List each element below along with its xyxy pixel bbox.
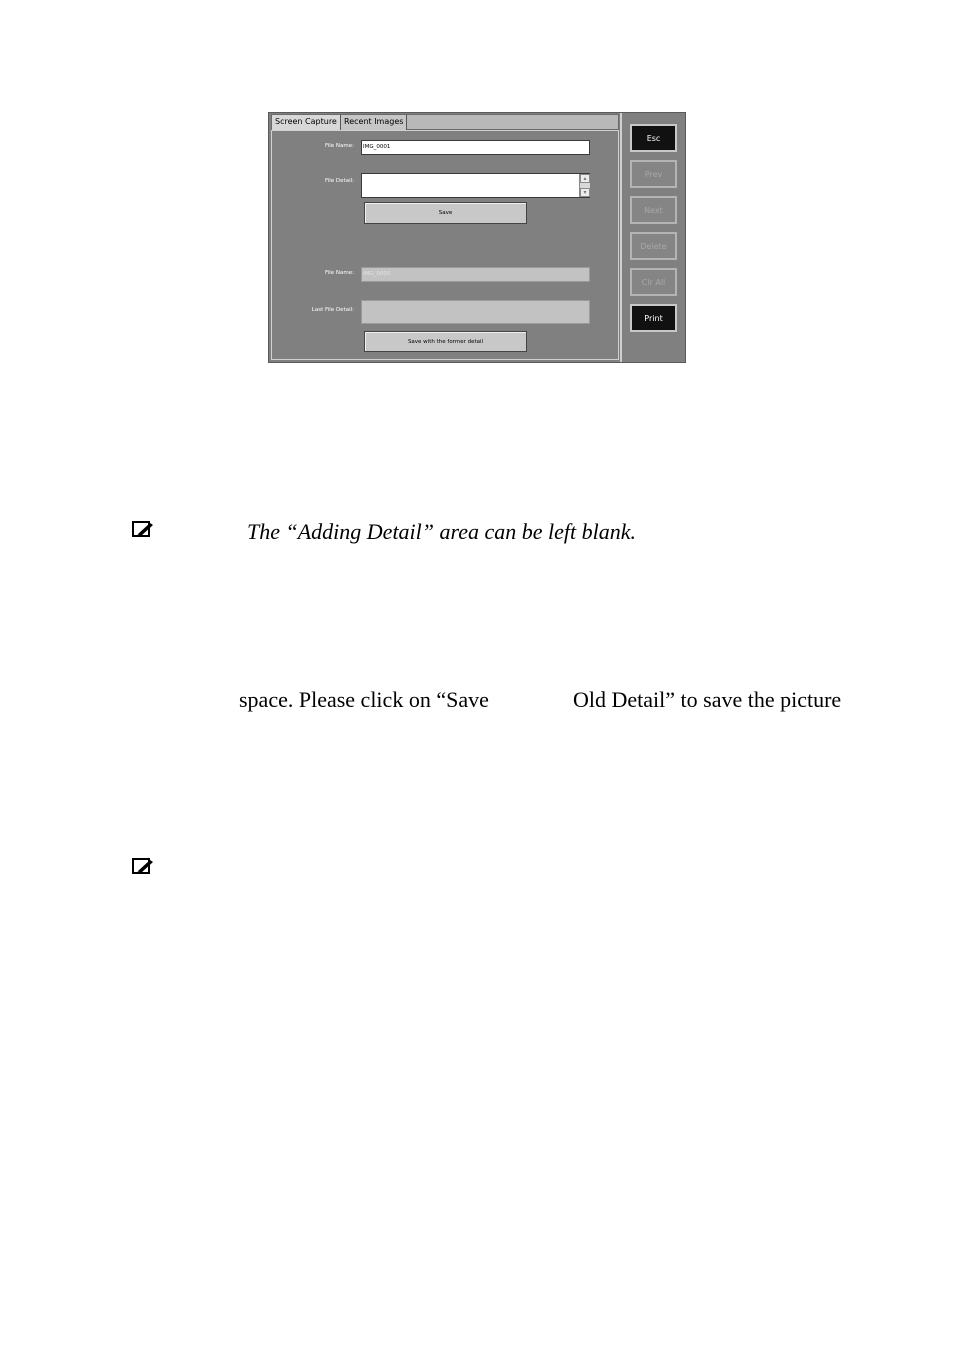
- print-button[interactable]: Print: [630, 304, 677, 332]
- last-file-detail-label: Last File Detail:: [311, 307, 354, 313]
- tab-recent-images[interactable]: Recent Images: [341, 115, 407, 130]
- esc-button[interactable]: Esc: [630, 124, 677, 152]
- file-detail-textarea[interactable]: [361, 173, 590, 198]
- paragraph-line-right: Old Detail” to save the picture: [573, 687, 842, 712]
- delete-button[interactable]: Delete: [630, 232, 677, 260]
- scroll-down-icon[interactable]: ▾: [580, 188, 590, 197]
- tab-screen-capture[interactable]: Screen Capture: [272, 115, 341, 130]
- next-button[interactable]: Next: [630, 196, 677, 224]
- prev-button[interactable]: Prev: [630, 160, 677, 188]
- file-detail-scrollbar[interactable]: [579, 174, 590, 197]
- scroll-up-icon[interactable]: ▴: [580, 174, 590, 183]
- pencil-note-icon: [132, 521, 154, 539]
- note-text-adding-detail: The “Adding Detail” area can be left blank.: [247, 519, 637, 544]
- save-with-former-detail-button[interactable]: Save with the former detail: [364, 331, 527, 352]
- last-file-name-input: IMG_0000: [361, 267, 590, 282]
- last-file-detail-textarea: [361, 300, 590, 324]
- capture-form: [271, 130, 619, 360]
- file-name-input[interactable]: IMG_0001: [361, 140, 590, 155]
- tab-content-area: [269, 113, 622, 362]
- save-button[interactable]: Save: [364, 202, 527, 224]
- paragraph-line-left: space. Please click on “Save: [239, 687, 489, 712]
- file-detail-label: File Detail:: [324, 178, 354, 184]
- clear-all-button[interactable]: Clr All: [630, 268, 677, 296]
- pencil-note-icon: [132, 858, 154, 876]
- tab-strip: [271, 114, 619, 130]
- file-name-label: File Name:: [324, 143, 354, 149]
- screen-capture-panel: [268, 112, 686, 363]
- last-file-name-label: File Name:: [324, 270, 354, 276]
